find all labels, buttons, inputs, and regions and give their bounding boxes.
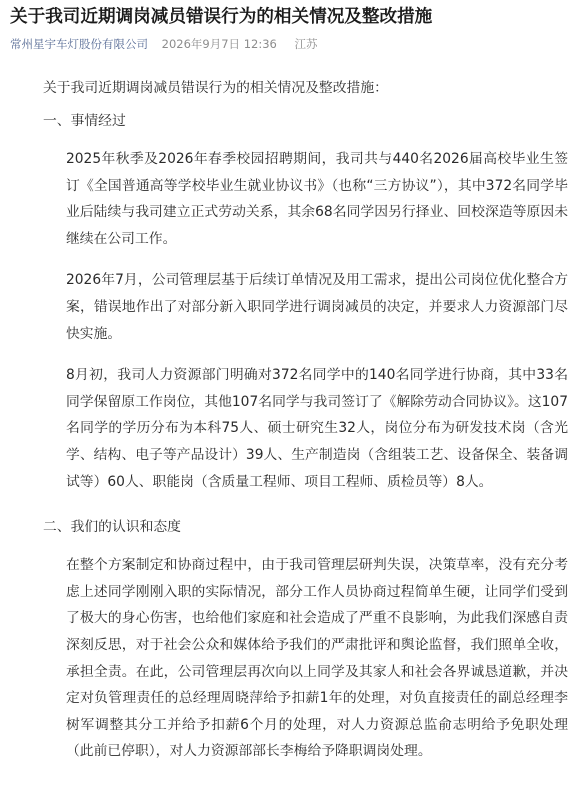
section-heading-events: 一、事情经过	[43, 113, 126, 129]
publisher-link[interactable]: 常州星宇车灯股份有限公司	[10, 37, 148, 51]
intro-line: 关于我司近期调岗减员错误行为的相关情况及整改措施：	[43, 80, 388, 96]
section-heading-attitude: 二、我们的认识和态度	[43, 519, 181, 536]
article-title: 关于我司近期调岗减员错误行为的相关情况及整改措施	[10, 7, 433, 27]
paragraph-decision: 2026年7月，公司管理层基于后续订单情况及用工需求，提出公司岗位优化整合方案，错误地作出了对部分新入职同学进行调岗减员的决定，并要求人力资源部门尽快实施。	[66, 272, 568, 342]
article-body	[10, 75, 578, 773]
paragraph-negotiation: 8月初，我司人力资源部门明确对372名同学中的140名同学进行协商，其中33名同学保留原工作岗位，其他107名同学与我司签订了《解除劳动合同协议》。这107名同学的学历分布为本科75人、硕士研究生32人，岗位分布为研发技术岗（含光学、结构、电子等产品设计）39人、生产制造岗（含组装工艺、设备保全、装备调试等）60人、职能岗（含质量工程师、项目工程师、质检员等）8人。	[66, 367, 568, 490]
publish-location: 江苏	[294, 37, 318, 51]
paragraph-apology: 在整个方案制定和协商过程中，由于我司管理层研判失误，决策草率，没有充分考虑上述同学刚刚入职的实际情况，部分工作人员协商过程简单生硬，让同学们受到了极大的身心伤害，也给他们家庭和社会造成了严重不良影响，为此我们深感自责深刻反思，对于社会公众和媒体给予我们的严肃批评和舆论监督，我们照单全收，承担全责。在此，公司管理层再次向以上同学及其家人和社会各界诚恳道歉，并决定对负管理责任的总经理周晓萍给予扣薪1年的处理，对负直接责任的副总经理李树军调整其分工并给予扣薪6个月的处理，对人力资源总监俞志明给予免职处理（此前已停职），对人力资源部部长李梅给予降职调岗处理。	[66, 557, 568, 760]
publish-date: 2026年9月7日 12:36	[161, 37, 277, 51]
article-meta	[10, 33, 578, 55]
paragraph-recruitment: 2025年秋季及2026年春季校园招聘期间，我司共与440名2026届高校毕业生签订《全国普通高等学校毕业生就业协议书》（也称“三方协议”），其中372名同学毕业后陆续与我司建立正式劳动关系，其余68名同学因另行择业、回校深造等原因未继续在公司工作。	[66, 151, 568, 247]
